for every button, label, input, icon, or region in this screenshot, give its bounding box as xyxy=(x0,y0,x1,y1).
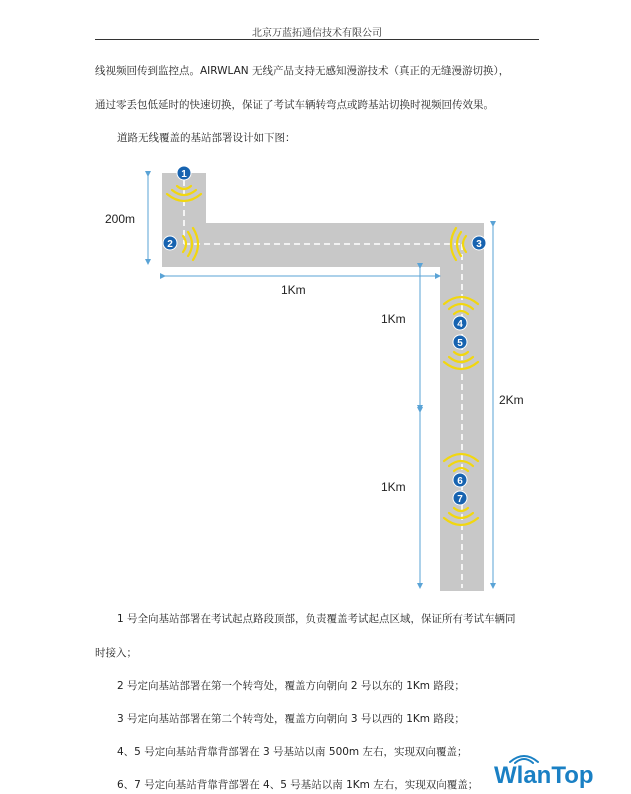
svg-text:5: 5 xyxy=(457,338,463,349)
svg-text:1: 1 xyxy=(181,169,187,180)
page-header: 北京万蓝拓通信技术有限公司 xyxy=(252,28,382,39)
station-marker-5 xyxy=(453,335,467,349)
dim-label-200m: 200m xyxy=(105,212,136,226)
paragraph-line: 4、5 号定向基站背靠背部署在 3 号基站以南 500m 左右，实现双向覆盖； xyxy=(117,746,468,758)
paragraph-line: 6、7 号定向基站背靠背部署在 4、5 号基站以南 1Km 左右，实现双向覆盖； xyxy=(117,779,479,791)
wlantop-logo xyxy=(492,750,596,790)
paragraph-line: 1 号全向基站部署在考试起点路段顶部，负责覆盖考试起点区域，保证所有考试车辆同 xyxy=(117,613,516,625)
paragraph-line: 通过零丢包低延时的快速切换，保证了考试车辆转弯点或跨基站切换时视频回传效果。 xyxy=(95,99,494,111)
dim-label-2km: 2Km xyxy=(499,393,524,407)
station-marker-7 xyxy=(453,491,467,505)
paragraph-line: 3 号定向基站部署在第二个转弯处，覆盖方向朝向 3 号以西的 1Km 路段； xyxy=(117,713,465,725)
station-marker-3 xyxy=(472,236,486,250)
svg-text:7: 7 xyxy=(457,494,463,505)
svg-text:2: 2 xyxy=(167,239,173,250)
svg-text:6: 6 xyxy=(457,476,463,487)
station-marker-4 xyxy=(453,316,467,330)
paragraph-intro: 道路无线覆盖的基站部署设计如下图： xyxy=(117,132,296,144)
paragraph-line: 2 号定向基站部署在第一个转弯处，覆盖方向朝向 2 号以东的 1Km 路段； xyxy=(117,680,465,692)
dim-label-1km-lower: 1Km xyxy=(381,480,406,494)
station-marker-2 xyxy=(163,236,177,250)
dim-label-1km-upper: 1Km xyxy=(381,312,406,326)
svg-text:4: 4 xyxy=(457,319,463,330)
svg-text:3: 3 xyxy=(476,239,482,250)
road xyxy=(162,173,484,591)
paragraph-line: 线视频回传到监控点。AIRWLAN 无线产品支持无感知漫游技术（真正的无缝漫游切换）， xyxy=(95,65,510,77)
station-marker-1 xyxy=(177,166,191,180)
dim-label-1km-horizontal: 1Km xyxy=(281,283,306,297)
logo-text: WlanTop xyxy=(494,762,594,789)
paragraph-line: 时接入； xyxy=(95,647,137,659)
station-marker-6 xyxy=(453,473,467,487)
